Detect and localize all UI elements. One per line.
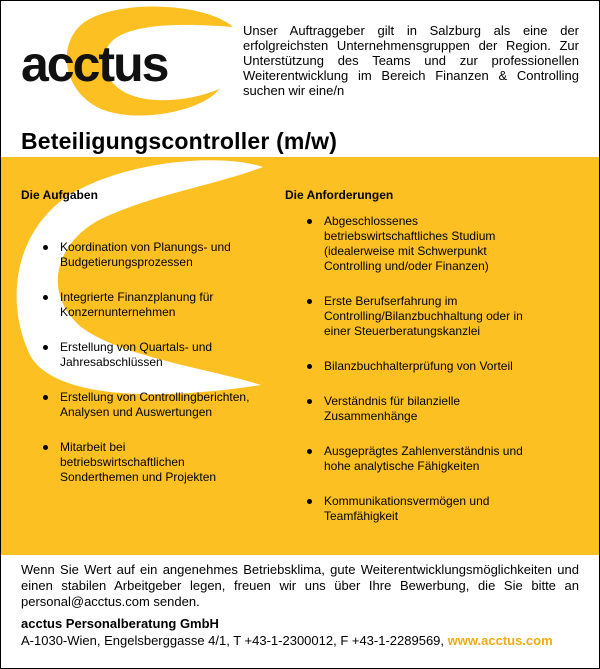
content-panel bbox=[1, 157, 599, 555]
list-item: Kommunikationsvermögen und Teamfähigkeit bbox=[305, 494, 537, 524]
contact-line bbox=[21, 633, 553, 648]
intro-text: Unser Auftraggeber gilt in Salzburg als eine der erfolgreichsten Unternehmensgruppen der Region. Zur Unterstützung des Teams und zur professionellen Weiterentwicklung im Bereich Finanzen & Controlling suchen wir eine/n bbox=[243, 23, 579, 98]
list-item: Bilanzbuchhalterprüfung von Vorteil bbox=[305, 359, 537, 374]
tasks-heading: Die Aufgaben bbox=[21, 188, 98, 202]
tasks-list bbox=[41, 240, 251, 505]
list-item: Mitarbeit bei betriebswirtschaftlichen Sonderthemen und Projekten bbox=[41, 440, 251, 485]
list-item: Erste Berufserfahrung im Controlling/Bilanzbuchhaltung oder in einer Steuerberatungskanzlei bbox=[305, 294, 537, 339]
requirements-heading: Die Anforderungen bbox=[285, 188, 394, 202]
list-item: Koordination von Planungs- und Budgetierungsprozessen bbox=[41, 240, 251, 270]
acctus-logo: acctus bbox=[21, 36, 168, 92]
list-item: Erstellung von Quartals- und Jahresabschlüssen bbox=[41, 340, 251, 370]
list-item: Verständnis für bilanzielle Zusammenhänge bbox=[305, 394, 537, 424]
job-title: Beteiligungscontroller (m/w) bbox=[21, 128, 338, 154]
requirements-list bbox=[305, 214, 537, 544]
address-text: A-1030-Wien, Engelsberggasse 4/1, T +43-1-2300012, F +43-1-2289569, bbox=[21, 633, 448, 648]
website-link[interactable]: www.acctus.com bbox=[447, 633, 553, 648]
list-item: Abgeschlossenes betriebswirtschaftliches Studium (idealerweise mit Schwerpunkt Controlling und/oder Finanzen) bbox=[305, 214, 537, 274]
list-item: Erstellung von Controllingberichten, Analysen und Auswertungen bbox=[41, 390, 251, 420]
company-name: acctus Personalberatung GmbH bbox=[21, 616, 219, 631]
list-item: Ausgeprägtes Zahlenverständnis und hohe analytische Fähigkeiten bbox=[305, 444, 537, 474]
closing-text: Wenn Sie Wert auf ein angenehmes Betriebsklima, gute Weiterentwicklungsmöglichkeiten und einen stabilen Arbeitgeber legen, freuen wir uns über Ihre Bewerbung, die Sie bitte an personal@acctus.com senden. bbox=[21, 562, 579, 609]
list-item: Integrierte Finanzplanung für Konzernunternehmen bbox=[41, 290, 251, 320]
